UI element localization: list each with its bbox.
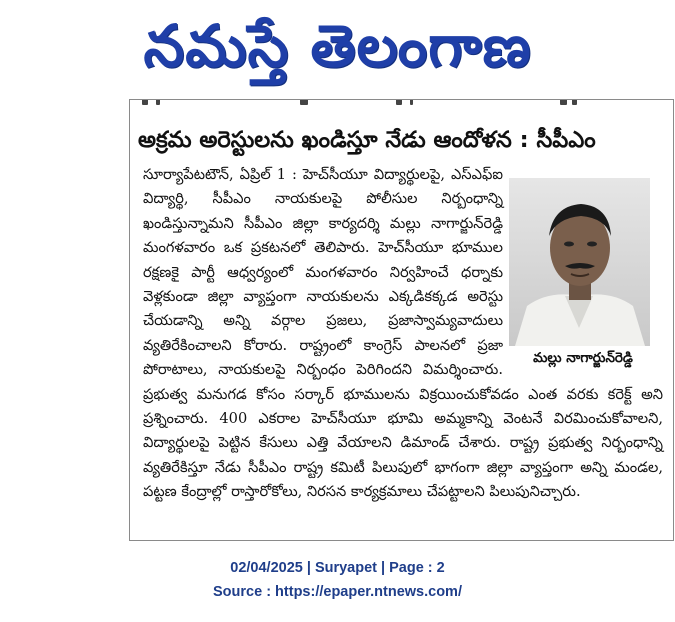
clipped-previous-text <box>130 100 673 113</box>
footer-date-line: 02/04/2025 | Suryapet | Page : 2 <box>230 560 445 576</box>
footer-source-line: Source : https://epaper.ntnews.com/ <box>213 584 462 600</box>
masthead <box>0 0 675 92</box>
newspaper-logo: నమస్తే తెలంగాణ <box>143 12 532 80</box>
article-body-text: సూర్యాపేటటౌన్‌, ఏప్రిల్‌ 1 : హెచ్‌సీయూ విద్యార్థులపై, ఎస్‌ఎఫ్‌ఐ విద్యార్థి, సీపీఎం నాయకులపై పోలీసుల నిర్బంధాన్ని ఖండిస్తున్నామని సీపీఎం జిల్లా కార్యదర్శి మల్లు నాగార్జున్‌రెడ్డి మంగళవారం ఒక ప్రకటనలో తెలిపారు. హెచ్‌సీయూ భూముల రక్షణకై పార్టీ ఆధ్వర్యంలో మంగళవారం నిర్వహించే ధర్నాకు వెళ్లకుండా జిల్లా వ్యాప్తంగా నాయకులను ఎక్కడికక్కడ అరెస్టు చేయడాన్ని అన్ని వర్గాల ప్రజలు, ప్రజాస్వామ్యవాదులు వ్యతిరేకించాలని కోరారు. రాష్ట్రంలో కాంగ్రెస్‌ పాలనలో ప్రజా పోరాటాలు, నాయకులపై నిర్బంధం పెరిగిందని విమర్శించారు. ప్రభుత్వ మనుగడ కోసం సర్కార్‌ భూములను విక్రయించుకోవడం ఎంత వరకు కరెక్ట్‌ అని ప్రశ్నించారు. 400 ఎకరాల హెచ్‌సీయూ భూమి అమ్మకాన్ని వెంటనే విరమించుకోవాలని, విద్యార్థులపై పెట్టిన కేసులు ఎత్తి వేయాలని డిమాండ్‌ చేశారు. రాష్ట్ర ప్రభుత్వ నిర్బంధాన్ని వ్యతిరేకిస్తూ నేడు సీపీఎం రాష్ట్ర కమిటీ పిలుపులో భాగంగా జిల్లా వ్యాప్తంగా అన్ని మండల, పట్టణ కేంద్రాల్లో రాస్తారోకోలు, నిరసన కార్యక్రమాలు చేపట్టాలని పిలుపునిచ్చారు. <box>143 166 663 501</box>
article-body <box>143 163 663 505</box>
photo-caption: మల్లు నాగార్జున్‌రెడ్డి <box>533 350 633 366</box>
article-headline: అక్రమ అరెస్టులను ఖండిస్తూ నేడు ఆందోళన : సీపీఎం <box>138 127 596 153</box>
article-clipping <box>129 99 674 541</box>
